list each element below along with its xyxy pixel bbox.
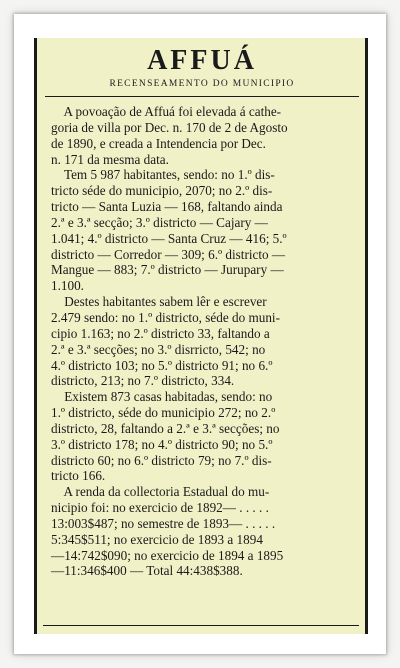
article-subtitle: RECENSEAMENTO DO MUNICIPIO (109, 79, 295, 89)
newspaper-clipping (34, 38, 368, 634)
body-line: n. 171 da mesma data. (51, 151, 169, 167)
body-line: 2.ª e 3.ª secção; 3.º districto — Cajary — (51, 214, 268, 230)
article-body (51, 104, 353, 579)
body-line: 13:003$487; no semestre de 1893— . . . . . (51, 515, 276, 531)
body-line: —11:346$400 — Total 44:438$388. (51, 563, 243, 579)
body-line: tricto 166. (51, 468, 106, 484)
article-title: AFFUÁ (147, 45, 257, 76)
body-line: A renda da collectoria Estadual do mu- (51, 484, 270, 500)
body-line: 3.º districto 178; no 4.º districto 90; no 5.º (51, 436, 273, 452)
body-line: Mangue — 883; 7.º districto — Jurupary — (51, 262, 284, 278)
title-divider (45, 96, 359, 97)
body-line: districto, 213; no 7.º districto, 334. (51, 373, 235, 389)
body-line: 1.041; 4.º districto — Santa Cruz — 416; 5.º (51, 230, 287, 246)
body-line: nicipio foi: no exercicio de 1892— . . . . . (51, 500, 269, 516)
body-line: 4.º districto 103; no 5.º districto 91; no 6.º (51, 357, 273, 373)
body-line: districto — Corredor — 309; 6.º districto — (51, 246, 286, 262)
body-line: Existem 873 casas habitadas, sendo: no (51, 389, 273, 405)
body-line: A povoação de Affuá foi elevada á cathe- (51, 104, 282, 119)
body-line: Tem 5 987 habitantes, sendo: no 1.º dis- (51, 167, 275, 183)
body-line: tricto séde do municipio, 2070; no 2.º dis- (51, 183, 273, 199)
body-line: tricto — Santa Luzia — 168, faltando ainda (51, 199, 283, 215)
body-line: goria de villa por Dec. n. 170 de 2 de Agosto (51, 119, 288, 135)
bottom-divider (43, 625, 359, 626)
body-line: 2.ª e 3.ª secções; no 3.º disrricto, 542; no (51, 341, 266, 357)
body-line: districto 60; no 6.º districto 79; no 7.º dis- (51, 452, 272, 468)
body-line: Destes habitantes sabem lêr e escrever (51, 294, 267, 310)
body-line: 5:345$511; no exercicio de 1893 a 1894 (51, 531, 263, 547)
photo-frame (14, 14, 386, 654)
body-line: 1.º districto, séde do municipio 272; no 2.º (51, 405, 276, 421)
body-line: de 1890, e creada a Intendencia por Dec. (51, 135, 266, 151)
body-line: 2.479 sendo: no 1.º districto, séde do muni- (51, 309, 280, 325)
body-line: cipio 1.163; no 2.º districto 33, faltando a (51, 325, 270, 341)
body-line: districto, 28, faltando a 2.ª e 3.ª secções; no (51, 420, 280, 436)
body-line: —14:742$090; no exercicio de 1894 a 1895 (51, 547, 284, 563)
body-line: 1.100. (51, 278, 84, 294)
